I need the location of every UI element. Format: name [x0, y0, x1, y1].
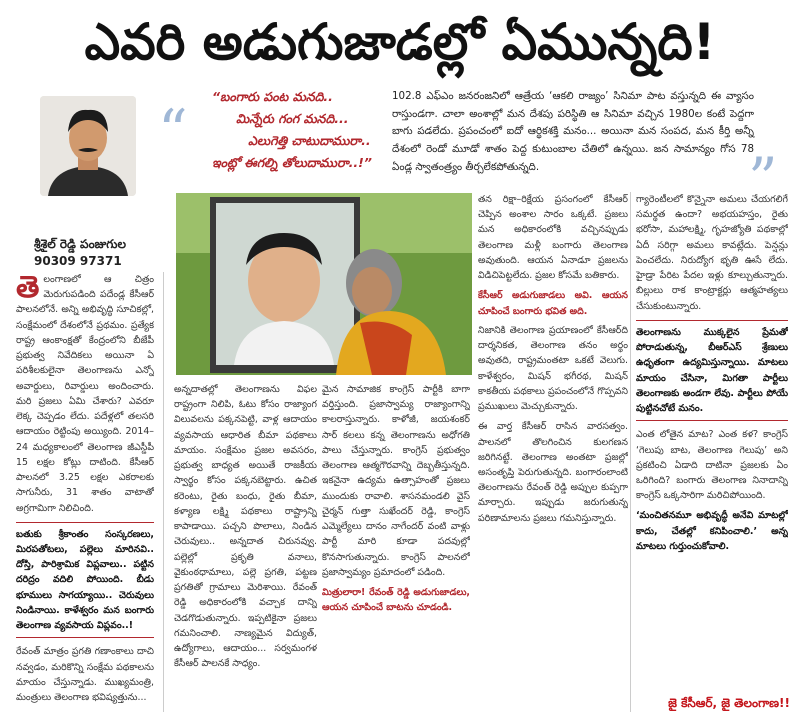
- article-column-4: [478, 192, 628, 712]
- article-column-5: [636, 192, 788, 680]
- open-quote-icon: “: [158, 97, 188, 165]
- column-text: గ్యారెంటీలలో కొన్నైనా అమలు చేయగలిగే సమర్థత ఉందా? అభయహస్తం, రైతు భరోసా, మహాలక్ష్మి, గృహజ్యోతి పథకాల్లో ఏదీ సరిగ్గా అమలు కావట్లేదు. పెన్షన్లు పెంచలేదు. నిరుద్యోగ భృతి ఊసే లేదు. హైడ్రా పేరిట పేదల ఇళ్లు కూల్చుతున్నారు. బిల్లులు రాక కాంట్రాక్టర్లు ఆత్మహత్యలు చేసుకుంటున్నారు.: [636, 194, 788, 312]
- pull-quote: [212, 86, 372, 174]
- column-text: లంగాణలో ఆ చిత్రం మెరుగుపడింది పదేండ్ల కేసీఆర్ పాలనలోనే. అన్ని అభివృద్ధి సూచికల్లో, సంక్షేమంలో దేశంలోనే ప్రథమం. ప్రత్యేక రాష్ట్ర ఆంకాంక్షతో కేంద్రంలోని బీజేపీ ప్రభుత్వ నివేదికలు అయినా ఏ పరిశీలకులైనా తెలంగాణను ఎన్నో అవార్డులు, రివార్డులు అందించారు. మరి ప్రజలు ఏమి చేశారు? ఎవరూ లెక్క చెప్పడం లేదు. పదేళ్లలో తలసరి ఆదాయం రెట్టింపు అయ్యింది. 2014–24 మధ్యకాలంలో తెలంగాణ జీఎస్డీపీ 15 లక్షల కోట్లు దాటింది. కేసీఆర్ పాలనలో 3.25 లక్షల ఎకరాలకు సాగునీరు, 31 శాతం వాటాతో అగ్రగామిగా నిలిచింది.: [16, 274, 154, 514]
- pull-quote-line: మిన్నేరు గంగ మనది...: [236, 110, 349, 126]
- author-photo: [40, 96, 136, 196]
- author-name: శ్రీశైల్ రెడ్డి పంజుగుల: [34, 237, 126, 251]
- article-column-1: [16, 272, 154, 712]
- subheading: కేసీఆర్ అడుగుజాడలు అవి. ఆయన చూపించే బంగారు భవిత అది.: [478, 290, 628, 317]
- pull-quote-line: ఇంట్లో ఈగల్ని తోలుదామురా..!”: [212, 154, 372, 170]
- pull-quote-line: ఎలుగెత్తి చాటుదామురా..: [248, 132, 371, 148]
- subheading: మిత్రులారా! రేవంత్ రెడ్డి అడుగుజాడలు, ఆయన చూపించే బాటను చూడండి.: [322, 587, 470, 614]
- column-text: ఈ వార్త కేసీఆర్ రాసిన వారసత్వం. పాలనలో తొలగించిన కులగణన జరిగినట్టే. తెలంగాణ అంతటా ప్రజల్లో అసంతృప్తి పెరుగుతున్నది. బంగారంలాంటి తెలంగాణను రేవంత్ రెడ్డి అప్పుల కుప్పగా మార్చారు. ఇప్పుడు జరుగుతున్న పరిణామాలను ప్రజలు గమనిస్తున్నారు.: [478, 421, 628, 524]
- highlight-box: తెలంగాణను ముక్కలైన ప్రేమతో పోరాడుతున్న, బీఆర్ఎస్ శ్రేణులు ఉధృతంగా ఉద్యమిస్తున్నాయి. మాటలు మాయం చేసినా, మిగతా పార్టీలు తెలంగాణకు అండగా లేవు. పార్టీలు పోయే పుట్టినచోటే మనం.: [636, 320, 788, 421]
- close-quote-icon: ”: [748, 145, 778, 213]
- article-column-2: [174, 382, 317, 716]
- author-phone: 90309 97371: [34, 254, 122, 268]
- drop-cap: తె: [16, 272, 40, 305]
- highlight-box: బతుకు శ్రీకాంతం సంస్కరణలు, మిరపతోటలు, పల్లెలు మారినవి.. దోస్తి, పారిశ్రామిక విప్లవాలు.. పట్టిన దరిద్రం వదిలి పోయింది. బీడు భూములు సాగయ్యాయి.. చెరువులు నిండినాయి. కాళేశ్వరం మన బంగారు తెలంగాణ వ్యవసాయ విప్లవం..!: [16, 522, 154, 639]
- column-text: తన రిక్షా–రిక్షేయ ప్రసంగంలో కేసీఆర్ చెప్పిన అంశాల సారం ఒక్కటే. ప్రజలు మన అధికారంలోకి వచ్చినప్పుడు తెలంగాణ మళ్లీ బంగారు తెలంగాణ అవుతుంది. ఆయన ఏనాడూ ప్రజలను విడిచిపెట్టలేదు. ప్రజల కోసమే బతికారు.: [478, 194, 628, 282]
- column-divider: [630, 192, 631, 712]
- article-column-3: [322, 382, 470, 716]
- kcr-portrait-photo: [176, 193, 472, 375]
- headline: ఎవరి అడుగుజాడల్లో ఏమున్నది!: [84, 13, 716, 71]
- column-text: నిజానికి తెలంగాణ ప్రయాణంలో కేసీఆర్‌ది దార్శనికత, తెలంగాణ తనం అర్థం అవుతది, రాష్ట్రమంతటా ఒకటే వెలుగు. కాళేశ్వరం, మిషన్ భగీరథ, మిషన్ కాకతీయ పథకాలు ప్రపంచంలోనే గొప్పవని ప్రముఖులు మెచ్చుకున్నారు.: [478, 324, 628, 413]
- intro-paragraph: 102.8 ఎఫ్‌ఎం జనరంజనిలో ఆత్రేయ ‘ఆకలి రాజ్యం’ సినిమా పాట వస్తున్నది ఈ వ్యాసం రాస్తుండగా. చాలా అంశాల్లో మన దేశపు పరిస్థితి ఆ సినిమా వచ్చిన 1980ల కంటే పెద్దగా బాగు పడలేదు. ప్రపంచంలో ఐదో ఆర్థికశక్తి మనం... అయినా మన సంపద, మన కీర్తి అన్నీ దేశంలో రెండో మూడో శాతం పెద్ద కుటుంబాల చేతిలో ఉన్నయి. జన సామాన్యం గోస 78 ఏండ్ల స్వాతంత్ర్యం తీర్చలేకపోతున్నది.: [392, 90, 754, 173]
- column-text: అన్నదాతల్లో తెలంగాణను విఫల రాష్ట్రంగా నిలిపి, ఓటు కోసం రాజ్యాంగ విలువలను పక్కనపెట్టి, వాళ్ల ఆదాయం వ్యవసాయ ఆధారిత బీమా పథకాలు మాయం. సంక్షేమం ప్రజల అవసరం, ప్రభుత్వ బాధ్యత అయితే రాజకీయ స్వార్థం కోసం పక్కనబెట్టారు. ఉచిత కరెంటు, రైతు బంధు, రైతు బీమా, కళ్యాణ లక్ష్మి పథకాలు రాష్ట్రాన్ని కాపాడాయి. పచ్చని పొలాలు, నిండిన చెరువులు.. అన్నదాత చిరునవ్వు. పల్లెల్లో ప్రకృతి వనాలు, వైకుంఠధామాలు, పల్లె ప్రగతి, పట్టణ ప్రగతితో గ్రామాలు మెరిశాయి. రేవంత్ రెడ్డి అధికారంలోకి వచ్చాక దాన్ని చెడగొడుతున్నారు. ఇప్పటికైనా ప్రజలు గమనించాలి. నాణ్యమైన విద్యుత్, ఉద్యోగాలు, ఆదాయం... సర్వమంగళ కేసీఆర్ పాలనకే సాధ్యం.: [174, 384, 317, 670]
- column-text: మైన సామాజిక కాంగ్రెస్ పార్టీకి బాగా వర్తిస్తుంది. ప్రజాస్వామ్య రాజ్యాంగాన్ని కాలరాస్తున్నారు. కాళోజీ, జయశంకర్ సార్ కలలు కన్న తెలంగాణను అధోగతి పాలు చేస్తున్నారు. కాంగ్రెస్ ప్రభుత్వం తెలంగాణ ఆత్మగౌరవాన్ని దెబ్బతీస్తున్నది. ఇకనైనా ఉద్యమ ఉత్సాహంతో ప్రజలు ముందుకు రావాలి. శాసనమండలి వైస్ చైర్మన్ గుత్తా సుఖేందర్ రెడ్డి, కాంగ్రెస్ ఎమ్మెల్యేలు దానం నాగేందర్ వంటి వాళ్లు పార్టీ మారి కూడా పదవుల్లో కొనసాగుతున్నారు. కాంగ్రెస్ పాలనలో ప్రజాస్వామ్యం ప్రమాదంలో పడింది.: [322, 384, 470, 578]
- column-text: ఎంత లోతైన మాట? ఎంత కళ? కాంగ్రెస్ ‘గెలుపు బాట, తెలంగాణ గెలుపు’ అని ప్రకటించి ఏడాది దాటినా ప్రజలకు ఏం ఒరిగింది? బంగారు తెలంగాణ నినాదాన్ని కాంగ్రెస్ ఒక్కసారిగా మరిచిపోయింది.: [636, 429, 788, 502]
- column-text: రేవంత్ మాత్రం ప్రగతి గణాంకాలు దాచి నవ్వడం, మరికొన్ని సంక్షేమ పథకాలను మాయం చేస్తున్నాడు. ముఖ్యమంత్రి, మంత్రులు తెలంగాణ భవిష్యత్తును...: [16, 646, 154, 704]
- column-divider: [163, 272, 164, 712]
- closing-slogan: జై కేసీఆర్, జై తెలంగాణ!!: [668, 696, 790, 710]
- column-text: ‘మంచితనమూ అభివృద్ధీ అనేవి మాటల్లో కాదు, చేతల్లో కనిపించాలి.’ అన్న మాటలు గుర్తుంచుకోవాలి.: [636, 510, 788, 552]
- pull-quote-line: “బంగారు పంట మనది..: [212, 89, 333, 104]
